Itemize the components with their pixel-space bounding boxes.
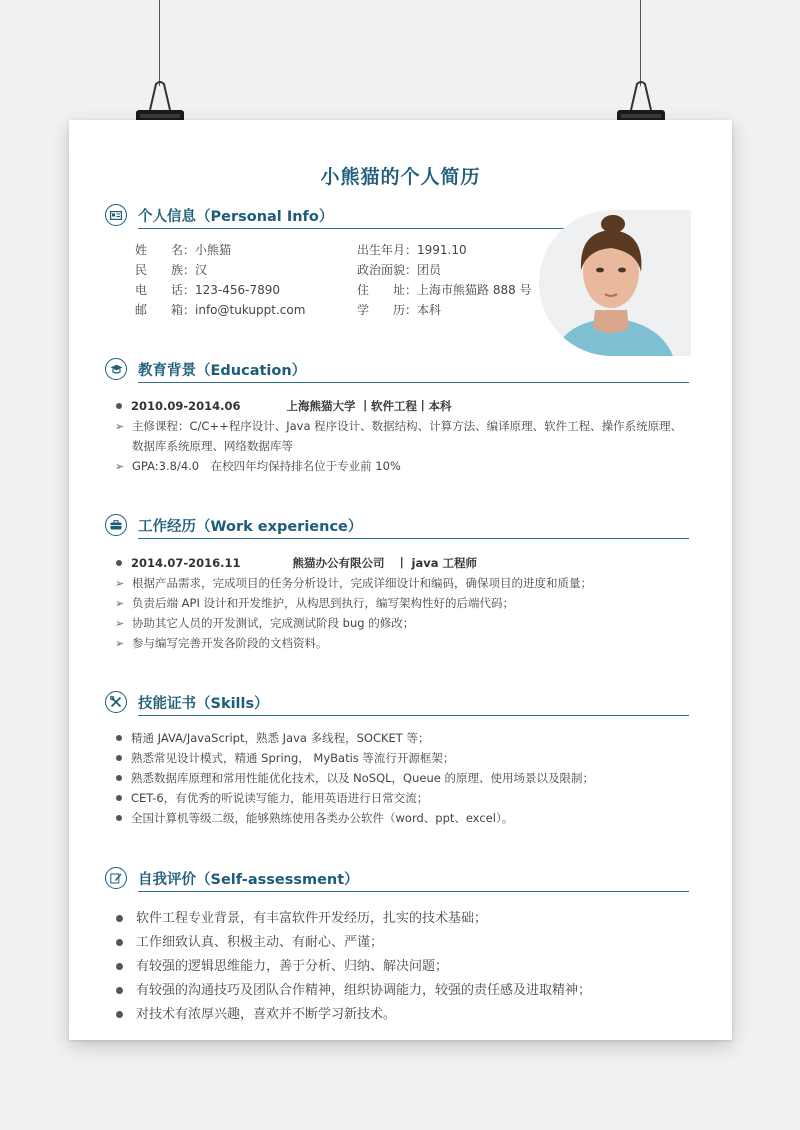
info-address: 住 址：上海市熊猫路 888 号 (357, 283, 532, 297)
profile-photo (533, 210, 691, 356)
bullet-dot-icon (116, 755, 122, 761)
bullet-dot-icon (116, 775, 122, 781)
bullet-dot-icon (116, 987, 123, 994)
info-email: 邮 箱：info@tukuppt.com (135, 303, 306, 317)
id-card-icon (105, 204, 127, 226)
graduation-cap-icon (105, 358, 127, 380)
info-political: 政治面貌：团员 (357, 263, 442, 277)
section-divider (138, 891, 689, 892)
section-title-self: 自我评价（Self-assessment） (138, 872, 359, 888)
arrow-bullet-icon: ➢ (115, 460, 125, 473)
list-item: ➢ 根据产品需求，完成项目的任务分析设计，完成详细设计和编码，确保项目的进度和质量； (115, 576, 592, 590)
section-education (105, 358, 689, 384)
list-item: 软件工程专业背景，有丰富软件开发经历，扎实的技术基础； (115, 907, 487, 926)
section-title-education: 教育背景（Education） (138, 363, 307, 379)
list-item: 对技术有浓厚兴趣，喜欢并不断学习新技术。 (115, 1003, 396, 1022)
list-item: ➢ 协助其它人员的开发测试，完成测试阶段 bug 的修改； (115, 616, 415, 630)
list-item: ➢ 主修课程：C/C++程序设计、Java 程序设计、数据结构、计算方法、编译原理、软件工程、操作系统原理、 (115, 419, 683, 433)
section-self-assessment (105, 867, 689, 893)
tools-icon (105, 691, 127, 713)
section-skills (105, 691, 689, 717)
section-title-skills: 技能证书（Skills） (138, 696, 269, 712)
bullet-dot-icon (116, 735, 122, 741)
list-item: ➢ 负责后端 API 设计和开发维护，从构思到执行，编写架构性好的后端代码； (115, 596, 515, 610)
bullet-dot-icon (116, 815, 122, 821)
bullet-dot-icon (116, 403, 122, 409)
list-item: ➢ 参与编写完善开发各阶段的文档资料。 (115, 636, 328, 650)
briefcase-icon (105, 514, 127, 536)
info-degree: 学 历：本科 (357, 303, 442, 317)
arrow-bullet-icon: ➢ (115, 637, 125, 650)
list-item: ➢ GPA:3.8/4.0 在校四年均保持排名位于专业前 10% (115, 459, 401, 473)
bullet-dot-icon (116, 795, 122, 801)
hanging-wire-right (640, 0, 641, 86)
list-item: 有较强的沟通技巧及团队合作精神，组织协调能力，较强的责任感及进取精神； (115, 979, 591, 998)
info-birth: 出生年月：1991.10 (357, 243, 467, 257)
section-divider (138, 538, 689, 539)
resume-title: 小熊猫的个人简历 (320, 166, 481, 188)
section-title-work: 工作经历（Work experience） (138, 519, 363, 535)
bullet-dot-icon (116, 915, 123, 922)
info-name: 姓 名：小熊猫 (135, 243, 232, 257)
list-item: 熟悉常见设计模式，精通 Spring， MyBatis 等流行开源框架； (115, 750, 454, 766)
arrow-bullet-icon: ➢ (115, 577, 125, 590)
bullet-dot-icon (116, 939, 123, 946)
list-item: 工作细致认真、积极主动、有耐心、严谨； (115, 931, 383, 950)
arrow-bullet-icon: ➢ (115, 597, 125, 610)
section-title-personal: 个人信息（Personal Info） (138, 209, 334, 225)
hanging-wire-left (159, 0, 160, 86)
list-item: CET-6，有优秀的听说读写能力，能用英语进行日常交流； (115, 790, 428, 806)
arrow-bullet-icon: ➢ (115, 420, 125, 433)
resume-paper (69, 120, 732, 1040)
list-item: 数据库系统原理、网络数据库等 (132, 439, 293, 453)
section-divider (138, 715, 689, 716)
list-item: 有较强的逻辑思维能力，善于分析、归纳、解决问题； (115, 955, 448, 974)
list-item: 全国计算机等级二级，能够熟练使用各类办公软件（word、ppt、excel）。 (115, 810, 513, 826)
section-divider (138, 382, 689, 383)
section-work (105, 514, 689, 540)
bullet-dot-icon (116, 560, 122, 566)
work-entry: 2014.07-2016.11 熊猫办公有限公司 丨 java 工程师 (115, 555, 477, 571)
list-item: 熟悉数据库原理和常用性能优化技术，以及 NoSQL，Queue 的原理、使用场景以及限制； (115, 770, 594, 786)
arrow-bullet-icon: ➢ (115, 617, 125, 630)
education-entry: 2010.09-2014.06 上海熊猫大学 丨软件工程丨本科 (115, 398, 452, 414)
info-ethnicity: 民 族：汉 (135, 263, 208, 277)
pencil-icon (105, 867, 127, 889)
list-item: 精通 JAVA/JavaScript，熟悉 Java 多线程，SOCKET 等； (115, 730, 429, 746)
bullet-dot-icon (116, 1011, 123, 1018)
info-phone: 电 话：123-456-7890 (135, 283, 281, 297)
bullet-dot-icon (116, 963, 123, 970)
